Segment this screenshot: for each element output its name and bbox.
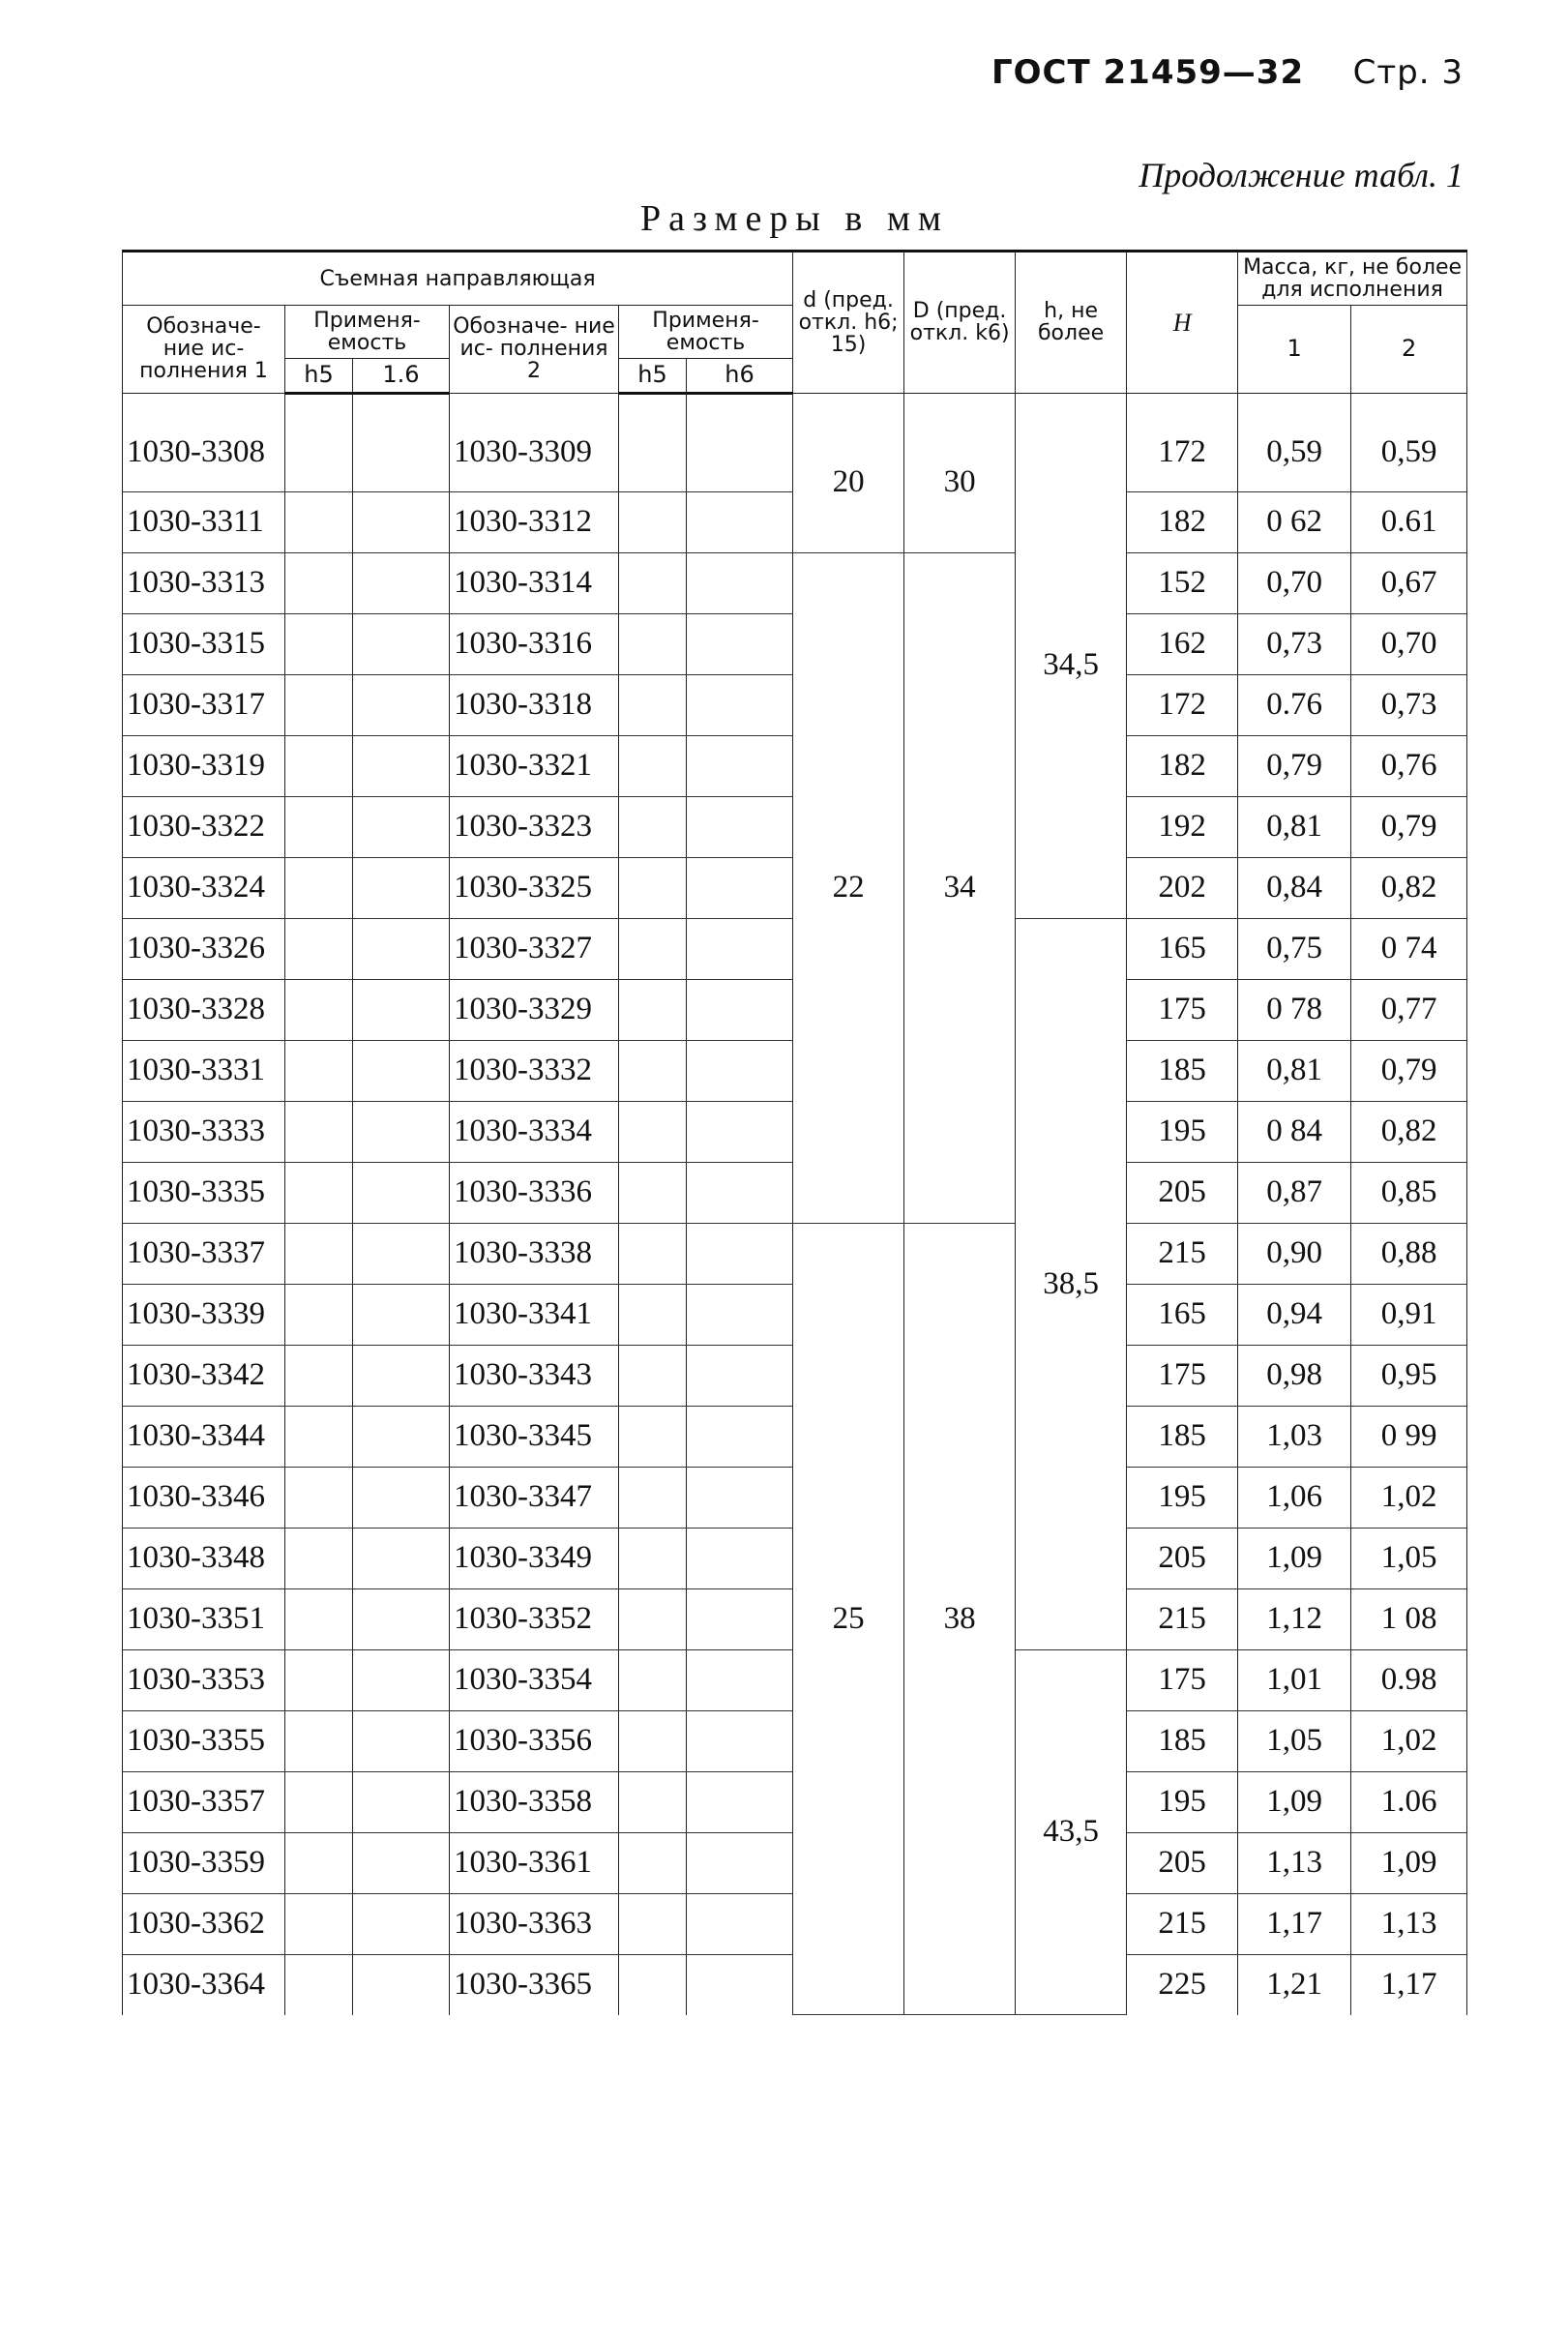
applicability-h5-cell — [619, 1954, 687, 2015]
applicability-h5-cell — [619, 552, 687, 613]
code-2-cell: 1030-3365 — [450, 1954, 619, 2015]
applicability-h6-cell — [353, 735, 450, 796]
mass-2-cell: 1,02 — [1351, 1467, 1467, 1528]
code-1-cell: 1030-3342 — [123, 1345, 285, 1406]
applicability-h6-cell — [353, 918, 450, 979]
mass-1-cell: 1,17 — [1238, 1893, 1351, 1954]
code-1-cell: 1030-3344 — [123, 1406, 285, 1467]
code-2-cell: 1030-3363 — [450, 1893, 619, 1954]
applicability-h6-cell — [687, 1406, 793, 1467]
mass-2-cell: 0.61 — [1351, 491, 1467, 552]
mass-2-cell: 0 74 — [1351, 918, 1467, 979]
code-2-cell: 1030-3352 — [450, 1588, 619, 1649]
code-1-cell: 1030-3324 — [123, 857, 285, 918]
applicability-h6-cell — [687, 1832, 793, 1893]
d-value-cell: 20 — [793, 393, 904, 552]
H-value-cell: 215 — [1127, 1588, 1238, 1649]
applicability-h6-cell — [353, 1954, 450, 2015]
mass-1-cell: 1,03 — [1238, 1406, 1351, 1467]
applicability-h5-cell — [619, 1223, 687, 1284]
mass-1-cell: 0,75 — [1238, 918, 1351, 979]
H-value-cell: 172 — [1127, 393, 1238, 491]
H-value-cell: 205 — [1127, 1528, 1238, 1588]
applicability-h6-cell — [353, 1832, 450, 1893]
code-1-cell: 1030-3357 — [123, 1771, 285, 1832]
h-value-cell: 43,5 — [1016, 1649, 1127, 2015]
mass-2-cell: 0,82 — [1351, 857, 1467, 918]
H-value-cell: 192 — [1127, 796, 1238, 857]
mass-2-cell: 0,73 — [1351, 674, 1467, 735]
code-1-cell: 1030-3331 — [123, 1040, 285, 1101]
applicability-h5-cell — [285, 1528, 353, 1588]
applicability-h5-cell — [285, 735, 353, 796]
applicability-h6-cell — [687, 1893, 793, 1954]
mass-2-cell: 0,88 — [1351, 1223, 1467, 1284]
applicability-h6-cell — [353, 1406, 450, 1467]
mass-1-cell: 1,21 — [1238, 1954, 1351, 2015]
header-code-1: Обозначе- ние ис- полнения 1 — [123, 306, 285, 393]
applicability-h6-cell — [687, 1467, 793, 1528]
applicability-h5-cell — [285, 1162, 353, 1223]
H-value-cell: 185 — [1127, 1040, 1238, 1101]
applicability-h6-cell — [687, 796, 793, 857]
code-1-cell: 1030-3362 — [123, 1893, 285, 1954]
applicability-h5-cell — [619, 1649, 687, 1710]
applicability-h6-cell — [687, 1954, 793, 2015]
code-2-cell: 1030-3334 — [450, 1101, 619, 1162]
mass-2-cell: 0,76 — [1351, 735, 1467, 796]
code-1-cell: 1030-3317 — [123, 674, 285, 735]
mass-2-cell: 0,95 — [1351, 1345, 1467, 1406]
mass-1-cell: 1,01 — [1238, 1649, 1351, 1710]
applicability-h5-cell — [619, 1528, 687, 1588]
code-2-cell: 1030-3309 — [450, 393, 619, 491]
group-header: Съемная направляющая — [123, 252, 793, 306]
applicability-h6-cell — [687, 1040, 793, 1101]
applicability-h6-cell — [353, 796, 450, 857]
code-1-cell: 1030-3322 — [123, 796, 285, 857]
code-1-cell: 1030-3353 — [123, 1649, 285, 1710]
mass-1-cell: 0,90 — [1238, 1223, 1351, 1284]
applicability-h5-cell — [619, 393, 687, 491]
applicability-h5-cell — [285, 1467, 353, 1528]
header-h6-2: h6 — [687, 359, 793, 393]
applicability-h6-cell — [353, 393, 450, 491]
code-2-cell: 1030-3329 — [450, 979, 619, 1040]
applicability-h6-cell — [353, 1893, 450, 1954]
mass-2-cell: 0,79 — [1351, 1040, 1467, 1101]
code-1-cell: 1030-3364 — [123, 1954, 285, 2015]
applicability-h6-cell — [353, 1588, 450, 1649]
applicability-h5-cell — [619, 674, 687, 735]
applicability-h5-cell — [285, 1101, 353, 1162]
applicability-h5-cell — [619, 1040, 687, 1101]
code-2-cell: 1030-3336 — [450, 1162, 619, 1223]
mass-1-cell: 0,98 — [1238, 1345, 1351, 1406]
code-1-cell: 1030-3348 — [123, 1528, 285, 1588]
applicability-h6-cell — [353, 1528, 450, 1588]
applicability-h6-cell — [687, 1162, 793, 1223]
applicability-h5-cell — [619, 1588, 687, 1649]
mass-2-cell: 0,82 — [1351, 1101, 1467, 1162]
mass-2-cell: 1,13 — [1351, 1893, 1467, 1954]
applicability-h6-cell — [687, 1345, 793, 1406]
H-value-cell: 205 — [1127, 1832, 1238, 1893]
H-value-cell: 195 — [1127, 1467, 1238, 1528]
applicability-h6-cell — [353, 1710, 450, 1771]
applicability-h6-cell — [353, 491, 450, 552]
applicability-h5-cell — [285, 393, 353, 491]
H-value-cell: 225 — [1127, 1954, 1238, 2015]
applicability-h6-cell — [353, 613, 450, 674]
code-1-cell: 1030-3339 — [123, 1284, 285, 1345]
header-mass-1: 1 — [1238, 306, 1351, 393]
H-value-cell: 202 — [1127, 857, 1238, 918]
code-2-cell: 1030-3325 — [450, 857, 619, 918]
mass-1-cell: 0,81 — [1238, 1040, 1351, 1101]
applicability-h5-cell — [285, 674, 353, 735]
code-2-cell: 1030-3345 — [450, 1406, 619, 1467]
applicability-h5-cell — [285, 1223, 353, 1284]
mass-1-cell: 0,59 — [1238, 393, 1351, 491]
applicability-h5-cell — [619, 1893, 687, 1954]
applicability-h6-cell — [687, 1528, 793, 1588]
applicability-h5-cell — [619, 857, 687, 918]
mass-1-cell: 1,06 — [1238, 1467, 1351, 1528]
header-h: h, не более — [1016, 252, 1127, 394]
H-value-cell: 175 — [1127, 979, 1238, 1040]
H-value-cell: 185 — [1127, 1710, 1238, 1771]
H-value-cell: 195 — [1127, 1771, 1238, 1832]
mass-1-cell: 0,81 — [1238, 796, 1351, 857]
d-value-cell: 22 — [793, 552, 904, 1223]
header-code-2: Обозначе- ние ис- полнения 2 — [450, 306, 619, 393]
mass-1-cell: 0,87 — [1238, 1162, 1351, 1223]
applicability-h6-cell — [687, 735, 793, 796]
H-value-cell: 172 — [1127, 674, 1238, 735]
mass-2-cell: 1.06 — [1351, 1771, 1467, 1832]
mass-1-cell: 1,05 — [1238, 1710, 1351, 1771]
code-1-cell: 1030-3311 — [123, 491, 285, 552]
applicability-h5-cell — [285, 1954, 353, 2015]
table-continuation-note: Продолжение табл. 1 — [1139, 156, 1464, 194]
H-value-cell: 165 — [1127, 918, 1238, 979]
applicability-h5-cell — [619, 1345, 687, 1406]
mass-2-cell: 0,79 — [1351, 796, 1467, 857]
code-2-cell: 1030-3343 — [450, 1345, 619, 1406]
mass-2-cell: 0,67 — [1351, 552, 1467, 613]
standard-number: ГОСТ 21459—32 — [991, 53, 1305, 92]
applicability-h5-cell — [285, 1345, 353, 1406]
applicability-h5-cell — [619, 1406, 687, 1467]
applicability-h5-cell — [619, 613, 687, 674]
mass-2-cell: 0,70 — [1351, 613, 1467, 674]
applicability-h6-cell — [353, 552, 450, 613]
applicability-h5-cell — [285, 1771, 353, 1832]
applicability-h5-cell — [285, 1893, 353, 1954]
applicability-h6-cell — [353, 1040, 450, 1101]
applicability-h6-cell — [687, 1223, 793, 1284]
code-2-cell: 1030-3349 — [450, 1528, 619, 1588]
H-value-cell: 185 — [1127, 1406, 1238, 1467]
code-2-cell: 1030-3327 — [450, 918, 619, 979]
applicability-h5-cell — [619, 796, 687, 857]
H-value-cell: 152 — [1127, 552, 1238, 613]
H-value-cell: 165 — [1127, 1284, 1238, 1345]
mass-2-cell: 1 08 — [1351, 1588, 1467, 1649]
H-value-cell: 162 — [1127, 613, 1238, 674]
code-1-cell: 1030-3351 — [123, 1588, 285, 1649]
applicability-h5-cell — [619, 491, 687, 552]
mass-1-cell: 0,73 — [1238, 613, 1351, 674]
code-2-cell: 1030-3314 — [450, 552, 619, 613]
applicability-h6-cell — [353, 1162, 450, 1223]
applicability-h6-cell — [687, 979, 793, 1040]
applicability-h5-cell — [285, 918, 353, 979]
H-value-cell: 215 — [1127, 1893, 1238, 1954]
mass-1-cell: 0,70 — [1238, 552, 1351, 613]
applicability-h5-cell — [619, 1771, 687, 1832]
page-number: Стр. 3 — [1352, 53, 1464, 92]
mass-1-cell: 1,12 — [1238, 1588, 1351, 1649]
mass-2-cell: 0,91 — [1351, 1284, 1467, 1345]
mass-1-cell: 0,79 — [1238, 735, 1351, 796]
applicability-h5-cell — [285, 857, 353, 918]
applicability-h6-cell — [353, 1345, 450, 1406]
mass-1-cell: 0 78 — [1238, 979, 1351, 1040]
code-2-cell: 1030-3341 — [450, 1284, 619, 1345]
applicability-h5-cell — [285, 1588, 353, 1649]
applicability-h6-cell — [687, 613, 793, 674]
applicability-h5-cell — [285, 1649, 353, 1710]
applicability-h6-cell — [353, 857, 450, 918]
applicability-h5-cell — [285, 1040, 353, 1101]
table-row — [123, 1223, 1467, 1284]
code-1-cell: 1030-3346 — [123, 1467, 285, 1528]
header-applicability-1: Применя- емость — [285, 306, 450, 359]
code-1-cell: 1030-3335 — [123, 1162, 285, 1223]
H-value-cell: 175 — [1127, 1649, 1238, 1710]
code-1-cell: 1030-3333 — [123, 1101, 285, 1162]
code-2-cell: 1030-3358 — [450, 1771, 619, 1832]
H-value-cell: 195 — [1127, 1101, 1238, 1162]
applicability-h6-cell — [353, 1223, 450, 1284]
header-h5-1: h5 — [285, 359, 353, 393]
code-2-cell: 1030-3321 — [450, 735, 619, 796]
code-2-cell: 1030-3354 — [450, 1649, 619, 1710]
header-mass: Масса, кг, не более для исполнения — [1238, 252, 1467, 306]
applicability-h6-cell — [687, 552, 793, 613]
mass-1-cell: 0,94 — [1238, 1284, 1351, 1345]
H-value-cell: 182 — [1127, 491, 1238, 552]
applicability-h5-cell — [619, 918, 687, 979]
mass-2-cell: 1,02 — [1351, 1710, 1467, 1771]
applicability-h5-cell — [285, 1406, 353, 1467]
page-header — [991, 50, 1464, 93]
mass-1-cell: 1,09 — [1238, 1528, 1351, 1588]
h-value-cell: 38,5 — [1016, 918, 1127, 1649]
applicability-h5-cell — [285, 1284, 353, 1345]
code-1-cell: 1030-3337 — [123, 1223, 285, 1284]
mass-2-cell: 0 99 — [1351, 1406, 1467, 1467]
applicability-h6-cell — [687, 1101, 793, 1162]
code-1-cell: 1030-3326 — [123, 918, 285, 979]
D-value-cell: 30 — [904, 393, 1016, 552]
code-2-cell: 1030-3332 — [450, 1040, 619, 1101]
applicability-h6-cell — [353, 1467, 450, 1528]
applicability-h5-cell — [285, 1710, 353, 1771]
applicability-h6-cell — [687, 1710, 793, 1771]
applicability-h6-cell — [687, 393, 793, 491]
header-applicability-2: Применя- емость — [619, 306, 793, 359]
H-value-cell: 182 — [1127, 735, 1238, 796]
applicability-h6-cell — [353, 1649, 450, 1710]
code-2-cell: 1030-3318 — [450, 674, 619, 735]
H-value-cell: 215 — [1127, 1223, 1238, 1284]
units-caption: Размеры в мм — [640, 198, 949, 239]
mass-1-cell: 1,13 — [1238, 1832, 1351, 1893]
dimensions-table — [122, 250, 1467, 2015]
applicability-h5-cell — [285, 613, 353, 674]
code-1-cell: 1030-3315 — [123, 613, 285, 674]
applicability-h5-cell — [619, 1710, 687, 1771]
applicability-h6-cell — [353, 1771, 450, 1832]
applicability-h5-cell — [285, 979, 353, 1040]
applicability-h5-cell — [285, 796, 353, 857]
code-2-cell: 1030-3338 — [450, 1223, 619, 1284]
mass-2-cell: 0,59 — [1351, 393, 1467, 491]
code-2-cell: 1030-3361 — [450, 1832, 619, 1893]
table-body — [123, 393, 1467, 2015]
applicability-h5-cell — [619, 1101, 687, 1162]
header-H: H — [1127, 252, 1238, 394]
mass-2-cell: 0.98 — [1351, 1649, 1467, 1710]
applicability-h6-cell — [353, 1284, 450, 1345]
D-value-cell: 34 — [904, 552, 1016, 1223]
header-h5-2: h5 — [619, 359, 687, 393]
code-1-cell: 1030-3319 — [123, 735, 285, 796]
applicability-h5-cell — [619, 1284, 687, 1345]
H-value-cell: 205 — [1127, 1162, 1238, 1223]
code-2-cell: 1030-3347 — [450, 1467, 619, 1528]
mass-1-cell: 1,09 — [1238, 1771, 1351, 1832]
d-value-cell: 25 — [793, 1223, 904, 2015]
table-row — [123, 552, 1467, 613]
applicability-h6-cell — [353, 674, 450, 735]
applicability-h6-cell — [687, 491, 793, 552]
code-2-cell: 1030-3323 — [450, 796, 619, 857]
mass-1-cell: 0 84 — [1238, 1101, 1351, 1162]
applicability-h5-cell — [619, 1467, 687, 1528]
D-value-cell: 38 — [904, 1223, 1016, 2015]
applicability-h6-cell — [687, 918, 793, 979]
applicability-h6-cell — [687, 1284, 793, 1345]
header-d: d (пред. откл. h6; 15) — [793, 252, 904, 394]
applicability-h5-cell — [619, 1832, 687, 1893]
mass-2-cell: 0,77 — [1351, 979, 1467, 1040]
applicability-h6-cell — [687, 857, 793, 918]
code-2-cell: 1030-3312 — [450, 491, 619, 552]
applicability-h5-cell — [285, 491, 353, 552]
mass-2-cell: 1,17 — [1351, 1954, 1467, 2015]
applicability-h6-cell — [687, 1588, 793, 1649]
header-D: D (пред. откл. k6) — [904, 252, 1016, 394]
code-1-cell: 1030-3308 — [123, 393, 285, 491]
code-1-cell: 1030-3328 — [123, 979, 285, 1040]
mass-2-cell: 1,09 — [1351, 1832, 1467, 1893]
applicability-h6-cell — [353, 1101, 450, 1162]
applicability-h6-cell — [687, 1771, 793, 1832]
H-value-cell: 175 — [1127, 1345, 1238, 1406]
mass-2-cell: 0,85 — [1351, 1162, 1467, 1223]
applicability-h5-cell — [285, 552, 353, 613]
mass-1-cell: 0 62 — [1238, 491, 1351, 552]
applicability-h5-cell — [619, 979, 687, 1040]
mass-1-cell: 0.76 — [1238, 674, 1351, 735]
header-h6-1: 1.6 — [353, 359, 450, 393]
header-mass-2: 2 — [1351, 306, 1467, 393]
applicability-h6-cell — [687, 1649, 793, 1710]
code-1-cell: 1030-3355 — [123, 1710, 285, 1771]
code-2-cell: 1030-3356 — [450, 1710, 619, 1771]
code-2-cell: 1030-3316 — [450, 613, 619, 674]
applicability-h5-cell — [619, 1162, 687, 1223]
h-value-cell: 34,5 — [1016, 393, 1127, 918]
code-1-cell: 1030-3359 — [123, 1832, 285, 1893]
mass-1-cell: 0,84 — [1238, 857, 1351, 918]
applicability-h5-cell — [619, 735, 687, 796]
code-1-cell: 1030-3313 — [123, 552, 285, 613]
applicability-h5-cell — [285, 1832, 353, 1893]
mass-2-cell: 1,05 — [1351, 1528, 1467, 1588]
table-row — [123, 393, 1467, 491]
applicability-h6-cell — [687, 674, 793, 735]
applicability-h6-cell — [353, 979, 450, 1040]
